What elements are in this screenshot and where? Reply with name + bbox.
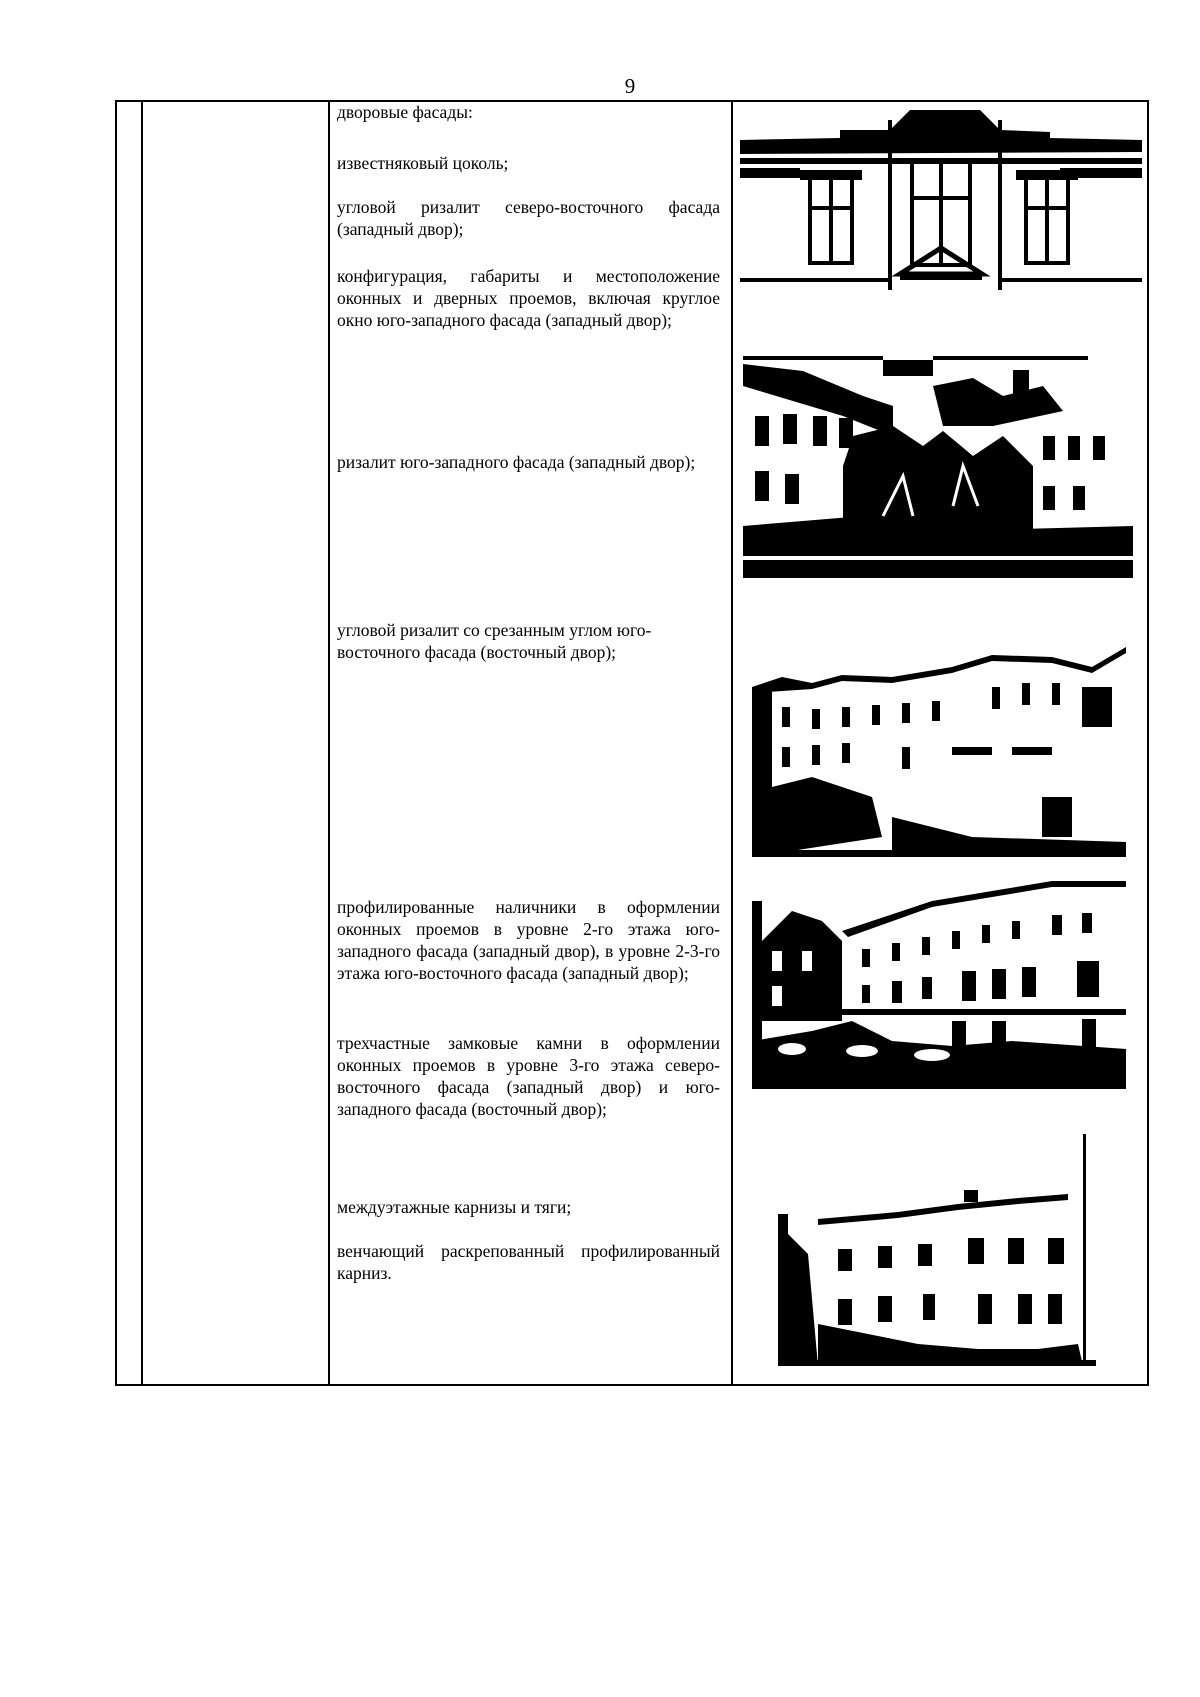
list-item: известняковый цоколь; [337, 153, 509, 173]
list-item: угловой ризалит со срезанным углом юго-восточного фасада (восточный двор); [337, 620, 652, 662]
list-item: венчающий раскрепованный профилированный карниз. [337, 1241, 720, 1283]
column-divider [141, 102, 143, 1384]
list-item: профилированные наличники в оформлении оконных проемов в уровне 2-го этажа юго-западного фасада (западный двор), в уровне 2-3-го этажа юго-восточного фасада (западный двор); [337, 897, 720, 983]
list-item: дворовые фасады: [337, 102, 473, 122]
list-item: междуэтажные карнизы и тяги; [337, 1197, 572, 1217]
column-divider [731, 102, 733, 1384]
list-item: трехчастные замковые камни в оформлении оконных проемов в уровне 3-го этажа северо-восточного фасада (западный двор) и юго-западного фасада (восточный двор); [337, 1033, 720, 1119]
photo-facade-cornices [778, 1134, 1096, 1366]
column-divider [328, 102, 330, 1384]
list-item: угловой ризалит северо-восточного фасада (западный двор); [337, 197, 720, 239]
photo-corner-risalit-northeast-facade [740, 110, 1142, 290]
photo-southwest-facade-risalit [743, 356, 1133, 578]
photo-courtyard-facade-window-trims [752, 881, 1126, 1089]
page-number: 9 [624, 74, 636, 98]
photo-southeast-facade-corner [752, 647, 1126, 857]
list-item: ризалит юго-западного фасада (западный двор); [337, 452, 696, 472]
list-item: конфигурация, габариты и местоположение оконных и дверных проемов, включая круглое окно юго-западного фасада (западный двор); [337, 266, 720, 330]
